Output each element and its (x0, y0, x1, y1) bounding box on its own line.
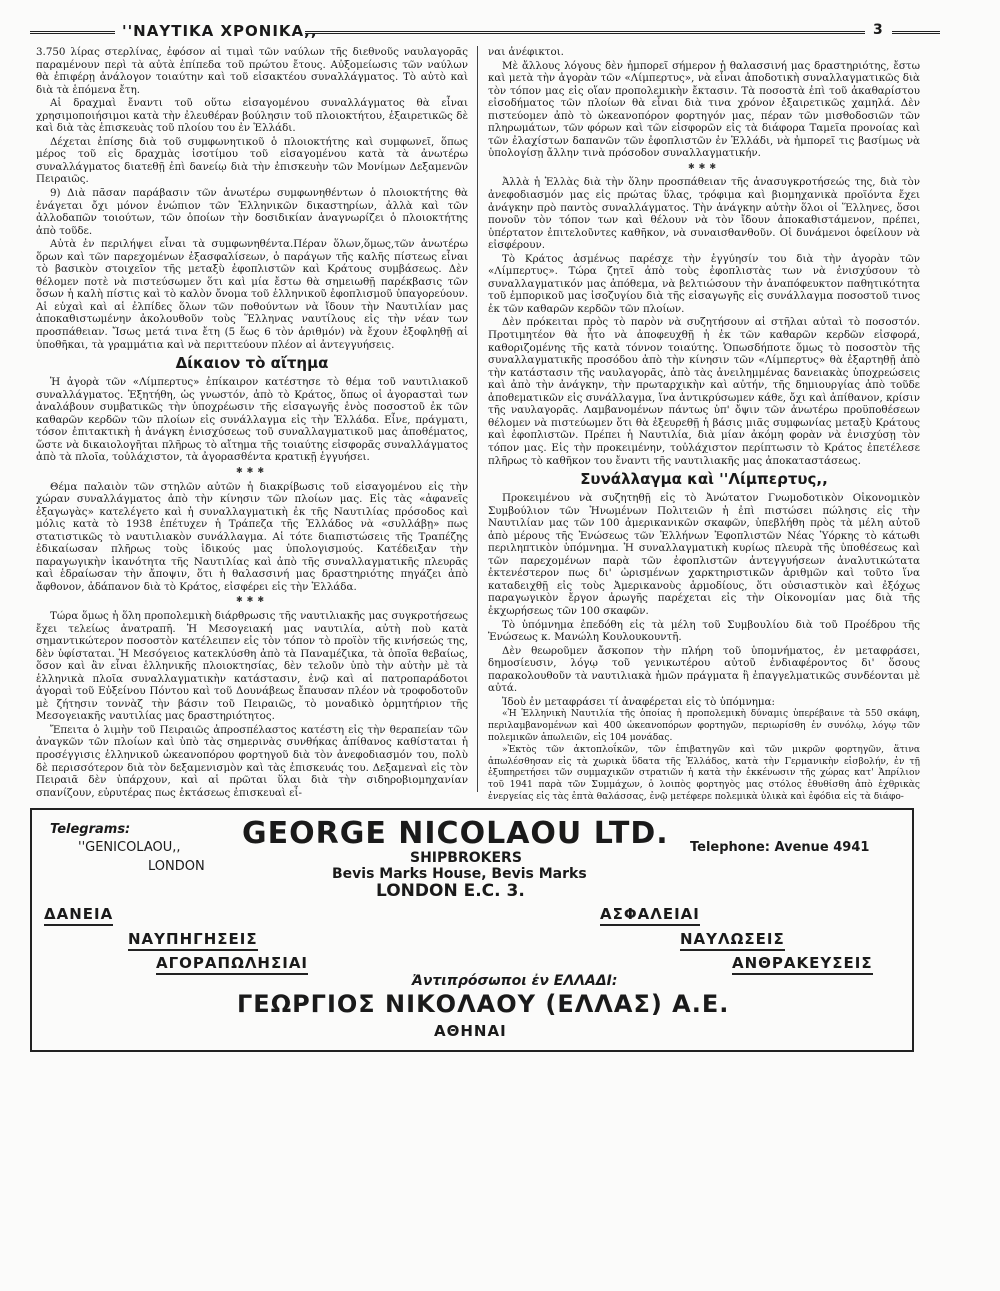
paragraph: Ἰδοὺ ἐν μεταφράσει τί ἀναφέρεται εἰς τὸ ὑπόμνημα: (502, 695, 776, 708)
service-chartering: ΝΑΥΛΩΣΕΙΣ (680, 930, 785, 951)
paragraph: Δὲν πρόκειται πρὸς τὸ παρὸν νὰ συζητήσουν αἱ στῆλαι αὐταὶ τὸ ποσοστόν. Προτιμητέον θὰ ἦτο νὰ ἀποφευχθῇ ἡ ἐκ τῶν καθαρῶν κερδῶν εἰσφορά, καθοριζομένης τῆς κατὰ τόννον τοιαύτης. Ὁπωσδήποτε ὅμως τὸ ποσοστὸν τῆς συναλλαγματικῆς προσόδου ἀπὸ τὴν κίνησιν τῶν «Λίμπερτυς» θὰ ἐξαρτηθῇ ἀπὸ τὴν κατάστασιν τῆς ναυλαγορᾶς, ἀπὸ τὰς ἀνειλημμένας δανειακὰς ὑποχρεώσεις καὶ ἀπὸ τὴν ἀνάγκην, τὴν πρωταρχικὴν καὶ αὐτήν, τῆς δημιουργίας ἀπὸ τοῦδε ἀποθεματικῶν εἰς συνάλλαγμα, ἵνα ἀντικρύσωμεν κάθε, ὄχι καὶ ἀπίθανον, κρίσιν τῆς ναυλαγορᾶς. Λαμβανομένων πάντως ὑπ' ὄψιν τῶν ἀνωτέρω προϋποθέσεων θέλομεν νὰ πιστεύωμεν ὅτι θὰ ἐξευρεθῇ ἡ βάσις μιᾶς συμφωνίας μεταξὺ Κράτους καὶ ἐφοπλιστῶν. Πρέπει ἡ Ναυτιλία, διὰ μίαν ἀκόμη φορὰν νὰ ἐνισχύσῃ τὸν τόπον μας. Εἰς τὴν προκειμένην, τοὐλάχιστον περίπτωσιν τὸ Κράτος ἐπετέλεσε πλῆρως τὸ καθῆκον του ἔναντι τῆς ναυτιλιακῆς μας ἀποκαταστάσεως. (488, 316, 920, 467)
representatives-label: Ἀντιπρόσωποι ἐν ΕΛΛΑΔΙ: (412, 973, 618, 989)
paragraph: Ἀλλὰ ἡ Ἑλλὰς διὰ τὴν ὅλην προσπάθειαν τῆς ἀνασυγκροτήσεώς της, διὰ τὸν ἀνεφοδιασμόν μας εἰς πρώτας ὕλας, τρόφιμα καὶ βιομηχανικὰ προϊόντα ἔχει ἀνάγκην πρὸ παντὸς συναλλάγματος. Τὴν ἀνάγκην αὐτὴν ὅλοι οἱ Ἕλληνες, ὅσοι πονοῦν τὸν τόπον των καὶ θέλουν νὰ τὸν ἴδουν ἀποκαθιστάμενον, πρέπει, ὑπέρτατον ἐπιτελοῦντες καθῆκον, νὰ συναισθανθοῦν. Οἱ δυνάμενοι ὀφείλουν νὰ εἰσφέρουν. (488, 176, 920, 252)
page-header (30, 22, 910, 44)
paragraph: Αἱ δραχμαὶ ἔναντι τοῦ οὕτω εἰσαγομένου συναλλάγματος θὰ εἶναι χρησιμοποιήσιμοι κατὰ τὴν ἐλευθέραν βούλησιν τοῦ πλοιοκτήτου, ἐξαιρετικῶς δὲ καὶ διὰ τὰς ἐπισκευὰς τοῦ πλοίου του ἐν Ἑλλάδι. (36, 97, 468, 135)
section-divider: ✱✱✱ (687, 161, 721, 171)
quoted-paragraph: «Ἡ Ἑλληνικὴ Ναυτιλία τῆς ὁποίας ἡ προπολεμικὴ δύναμις ὑπερέβαινε τὰ 550 σκάφη, περιλαμβανομένων καὶ 400 ὠκεανοπόρων φορτηγῶν, περιωρίσθη ἐν συνόλῳ, λόγῳ τῶν πολεμικῶν ἀπωλειῶν, εἰς 104 μονάδας. (488, 709, 920, 743)
section-divider: ✱✱✱ (235, 465, 269, 475)
journal-title: ''ΝΑΥΤΙΚΑ ΧΡΟΝΙΚΑ,, (122, 22, 318, 40)
paragraph: Προκειμένου νὰ συζητηθῇ εἰς τὸ Ἀνώτατον Γνωμοδοτικὸν Οἰκονομικὸν Συμβούλιον τῶν Ἡνωμένων Πολιτειῶν ἡ ἐπὶ πιστώσει πώλησις εἰς τὴν Ναυτιλίαν μας τῶν 100 ἀμερικανικῶν σκαφῶν, ὑπεβλήθη πρὸς τὰ μέλη αὐτοῦ ἀπὸ μέρους τῆς Ἑνώσεως τῶν Ἑλλήνων Ἐφοπλιστῶν Νέας Ὑόρκης τὸ κάτωθι περιληπτικὸν ὑπόμνημα. Ἡ συναλλαγματικὴ κυρίως πλευρὰ τῆς ὑποθέσεως καὶ τῶν παρεχομένων παρὰ τῶν ἐφοπλιστῶν ἀντεγγυήσεων ἀναλυτικώτατα ἐκτενέστερον πως δι' ὡρισμένων χαρκτηριστικῶν ἀριθμῶν καὶ τοῦτο ἵνα καταδειχθῇ εἰς τοὺς Ἀμερικανοὺς ἁρμοδίους, ὅτι οὐσιαστικὸν καὶ ἐξόχως παραγωγικὸν ἔργον ἀρωγῆς παρέχεται εἰς τὴν Οἰκονομίαν μας διὰ τῆς ἐκχωρήσεως τῶν 100 σκαφῶν. (488, 492, 920, 617)
service-bunkering: ΑΝΘΡΑΚΕΥΣΕΙΣ (732, 954, 873, 975)
paragraph: Θέμα παλαιὸν τῶν στηλῶν αὐτῶν ἡ διακρίβωσις τοῦ εἰσαγομένου εἰς τὴν χώραν συναλλάγματος ἀπὸ τὴν κίνησιν τῶν πλοίων μας. Εἰς τὰς «ἀφανεῖς ἐξαγωγὰς» κατελέγετο καὶ ἡ συναλλαγματικὴ ἐκ τῆς Ναυτιλίας πρόσοδος καὶ μόλις κατὰ τὸ 1938 ἐπέτυχεν ἡ Τράπεζα τῆς Ἑλλάδος νὰ «συλλάβῃ» πως στατιστικῶς τὸ ναυτιλιακὸν συνάλλαγμα. Αἱ τότε διαπιστώσεις τῆς Τραπέζης ἐδικαίωσαν πλῆρως τοὺς ἰδικούς μας ὑπολογισμούς. Κατέδειξαν τὴν παραγωγικὴν ἱκανότητα τῆς Ναυτιλίας καὶ ἀπὸ τῆς συναλλαγματικῆς πλευρᾶς καὶ ἑδραίωσαν τὴν ἄποψιν, ὅτι ἡ θαλασσινή μας δραστηριότης πηγάζει ἀπὸ ἄφθονον, ἀδάπανον διὰ τὸ Κράτος, εἰσφέρει εἰς τὴν Ἑλλάδα. (36, 480, 468, 593)
telegrams-label: Telegrams: (50, 822, 131, 837)
paragraph: Ἔπειτα ὁ λιμὴν τοῦ Πειραιῶς ἀπροσπέλαστος κατέστη εἰς τὴν θεραπείαν τῶν ἀναγκῶν τῶν πλοίων καὶ ὑπὸ τὰς σημερινὰς συνθήκας ἀπίθανος καθίσταται ἡ προσέγγισις ἑλληνικοῦ ὠκεανοπόρου φορτηγοῦ διὰ τὸν ἀνεφοδιασμόν του, πολὺ δὲ περισσότερον διὰ τὸν δεξαμενισμὸν καὶ τὰς ἐπισκευάς του. Δεξαμεναὶ εἰς τὸν Πειραιᾶ δὲν ὑπάρχουν, καὶ αἱ πρῶται ὕλαι διὰ τὴν σιδηροβιομηχανίαν σπανίζουν, εὐρυτέρας πως ἐκτάσεως ἐπισκευαὶ εἶ- (36, 723, 468, 799)
section-heading: Συνάλλαγμα καὶ ''Λίμπερτυς,, (580, 470, 828, 489)
greek-firm-city: ΑΘΗΝΑΙ (434, 1022, 507, 1040)
paragraph: Μὲ ἄλλους λόγους δὲν ἠμπορεῖ σήμερον ἡ θαλασσινή μας δραστηριότης, ἔστω καὶ μετὰ τὴν ἀγορὰν τῶν «Λίμπερτυς», νὰ εἶναι ἀποδοτικὴ συναλλαγματικῶς διὰ τὸν τόπον μας εἰς οἵαν προπολεμικὴν ἔκτασιν. Τὰ ποσοστὰ ἐπὶ τοῦ ἀκαθαρίστου εἰσοδήματος τῶν πλοίων θὰ εἶναι διὰ τινα χρόνον ἐξαιρετικῶς χαμηλά. Δὲν πιστεύομεν ἀπὸ τὸ ὠκεανοπόρον φορτηγόν μας, πέραν τῶν μισθοδοσιῶν τῶν πληρωμάτων, τῶν φόρων καὶ τῶν εἰσφορῶν εἰς τὰ διάφορα Ταμεῖα προνοίας καὶ τῶν ἐλαχίστων δαπανῶν τῶν ἐφοπλιστῶν ἐν Ἑλλάδι, νὰ ἠμπορεῖ τις βασίμως νὰ ὑπολογίσῃ ἄλλην τινὰ πρόσοδον συναλλαγματικήν. (488, 59, 920, 160)
paragraph: Δέχεται ἐπίσης διὰ τοῦ συμφωνητικοῦ ὁ πλοιοκτήτης καὶ συμφωνεῖ, ὅπως μέρος τοῦ εἰς δραχμὰς ἰσοτίμου τοῦ εἰσαγομένου κατὰ τὰ ἀνωτέρω συναλλάγματος διατεθῇ ἐπὶ δανείῳ διὰ τὴν ἐπισκευὴν τῶν Μονίμων Δεξαμενῶν Πειραιῶς. (36, 135, 468, 186)
paragraph: ναι ἀνέφικτοι. (488, 46, 564, 58)
paragraph: Αὐτὰ ἐν περιλήψει εἶναι τὰ συμφωνηθέντα.Πέραν ὅλων,ὅμως,τῶν ἀνωτέρω ὅρων καὶ τῶν παρεχομένων ἐξασφαλίσεων, ὁ παράγων τῆς καλῆς πίστεως εἶναι τὸ βασικὸν στοιχεῖον τῆς μεταξὺ ἐφοπλιστῶν καὶ Κράτους συμβάσεως. Δὲν θέλομεν ποτὲ νὰ πιστεύσωμεν ὅτι καὶ μία ἔστω θὰ σημειωθῇ παρέκβασις τῶν ὅσων ἡ καλὴ πίστις καὶ τὸ καλὸν ὄνομα τοῦ ἑλληνικοῦ ἐφοπλισμοῦ ὑπαγορεύουν. Αἱ εὐχαὶ καὶ αἱ ἐλπίδες ὅλων τῶν ποθούντων νὰ ἴδουν τὴν Ναυτιλίαν μας ἀποκαθιστωμένην ἀκολουθοῦν τοὺς Ἕλληνας ναυτίλους εἰς τὴν νέαν των προσπάθειαν. Ἴσως μετά τινα ἔτη (5 ἕως 6 τὸν ἀριθμόν) νὰ ἔχουν ἐξοφληθῇ αἱ ὑποθῆκαι, τὰ γραμμάτια καὶ νὰ περιττεύουν πλέον αἱ ἀντεγγυήσεις. (36, 238, 468, 351)
paragraph: 3.750 λίρας στερλίνας, ἐφόσον αἱ τιμαὶ τῶν ναύλων τῆς διεθνοῦς ναυλαγορᾶς παραμένουν περὶ τὰ αὐτὰ ἐπίπεδα τοῦ πρώτου ἔτους. Αὐξομείωσις τῶν ναύλων θὰ ἐπιφέρῃ ἀνάλογον τοιαύτην καὶ τοῦ εἰσακτέου συναλλάγματος. Τὸ αὐτὸ καὶ διὰ τὰ ἑπόμενα ἔτη. (36, 46, 468, 96)
paragraph: Ἡ ἀγορὰ τῶν «Λίμπερτυς» ἐπίκαιρον κατέστησε τὸ θέμα τοῦ ναυτιλιακοῦ συναλλάγματος. Ἐξητήθη, ὡς γνωστόν, ἀπὸ τὸ Κράτος, ὅπως οἱ ἀγορασταὶ των ἀναλάβουν συμβατικῶς τὴν ὑποχρέωσιν τῆς εἰσαγωγῆς ἑνὸς ποσοστοῦ ἐκ τῶν καθαρῶν κερδῶν τῶν πλοίων εἰς συνάλλαγμα εἰς τὴν Ἑλλάδα. Εἶνε, πράγματι, τόσον ἐπιτακτικὴ ἡ ἀνάγκη ἐνισχύσεως τοῦ συναλλαγματικοῦ μας ἀποθέματος, ὥστε νὰ δικαιολογῆται πλῆρως τὸ αἴτημα τῆς τοιαύτης εἰσφορᾶς συναλλάγματος ἀπὸ τὰ πλοῖα, τοὐλάχιστον, τὰ ἀγορασθέντα κρατικῇ ἐγγυήσει. (36, 376, 468, 464)
service-sale-purchase: ΑΓΟΡΑΠΩΛΗΣΙΑΙ (156, 954, 308, 975)
left-column (36, 46, 468, 799)
header-rule-middle (305, 31, 865, 34)
paragraph: Τὸ ὑπόμνημα ἐπεδόθη εἰς τὰ μέλη τοῦ Συμβουλίου διὰ τοῦ Προέδρου τῆς Ἑνώσεως κ. Μανώλη Κουλουκουντῆ. (488, 618, 920, 644)
service-insurance: ΑΣΦΑΛΕΙΑΙ (600, 905, 700, 926)
page-number: 3 (873, 22, 883, 38)
quoted-paragraph: »Ἐκτὸς τῶν ἀκτοπλοΐκῶν, τῶν ἐπιβατηγῶν καὶ τῶν μικρῶν φορτηγῶν, ἅτινα ἀπωλέσθησαν εἰς τὰ χωρικὰ ὕδατα τῆς Ἑλλάδος, κατὰ τὴν Γερμανικὴν εἰσβολήν, ἐν τῇ ἐξυπηρετήσει τῶν συμμαχικῶν στρατιῶν ἡ κατὰ τὴν ἐκκένωσιν τῆς χώρας κατ' Ἀπρίλιον τοῦ 1941 παρὰ τῶν Συμμάχων, ὁ λοιπὸς φορτηγὸς μας στόλος ἐθυθίσθη ἀπὸ ἐχθρικὰς ἐνεργείας εἰς τὰς ἑπτὰ θαλάσσας, ἐνῷ μετέφερε πολεμικὰ ὑλικὰ καὶ ἐφόδια εἰς τὰ διάφο- (488, 745, 920, 802)
header-rule-right (892, 31, 940, 34)
company-role: SHIPBROKERS (410, 850, 522, 866)
company-city: LONDON E.C. 3. (376, 881, 525, 901)
header-rule-left (30, 31, 115, 34)
paragraph: Τὸ Κράτος ἀσμένως παρέσχε τὴν ἐγγύησίν του διὰ τὴν ἀγορὰν τῶν «Λίμπερτυς». Τώρα ζητεῖ ἀπὸ τοὺς ἐφοπλιστὰς των νὰ ἐνισχύσουν τὸ συναλλαγματικόν μας ἀπόθεμα, νὰ βελτιώσουν τὴν ἀναπόφευκτον παθητικότητα τοῦ ἐμπορικοῦ μας ἰσοζυγίου διὰ τῆς εἰσαγωγῆς εἰς συνάλλαγμα ποσοστοῦ τινος ἐκ τῶν καθαρῶν κερδῶν τῶν πλοίων. (488, 252, 920, 315)
service-shipbuilding: ΝΑΥΠΗΓΗΣΕΙΣ (128, 930, 258, 951)
telegrams-address: ''GENICOLAOU,, (78, 840, 181, 855)
company-name: GEORGE NICOLAOU LTD. (242, 816, 669, 851)
telephone: Telephone: Avenue 4941 (690, 840, 870, 855)
service-loans: ΔΑΝΕΙΑ (44, 905, 113, 926)
column-rule (477, 46, 478, 792)
company-address: Bevis Marks House, Bevis Marks (332, 866, 587, 882)
section-heading: Δίκαιον τὸ αἴτημα (175, 354, 329, 373)
paragraph: Τώρα ὅμως ἡ ὅλη προπολεμικὴ διάρθρωσις τῆς ναυτιλιακῆς μας συγκροτήσεως ἔχει τελείως ἀνατραπῆ. Ἡ Μεσογειακή μας ναυτιλία, αὐτὴ ποὺ κατὰ σημαντικώτερον ποσοστὸν κατέλειπεν εἰς τὸν τόπον τὸ προϊὸν τῆς κινήσεώς της, δὲν ὑφίσταται. Ἡ Μεσόγειος κατεκλύσθη ἀπὸ τὰ Παναμέζικα, τὰ ὁποῖα θεβαίως, ὅσον καὶ ἂν εἶναι ἑλληνικῆς πλοιοκτησίας, δὲν τελοῦν ὑπὸ τὴν αὐτὴν μὲ τὰ ἑλληνικὰ πλοῖα συναλλαγματικὴν κατάστασιν, ἐνῷ καὶ αἱ πατροπαράδοτοι ἀγοραὶ τοῦ Εὐξείνου Πόντου καὶ τοῦ Δουνάβεως ἔπαυσαν πλέον νὰ τροφοδοτοῦν μὲ ζήτησιν τοννὰζ τὴν βάσιν τοῦ Πειραιῶς, τὸ μοναδικὸ ὁρμητήριον τῆς Μεσογειακῆς ναυτιλίας μας δραστηριότητος. (36, 609, 468, 723)
paragraph: 9) Διὰ πᾶσαν παράβασιν τῶν ἀνωτέρω συμφωνηθέντων ὁ πλοιοκτήτης θὰ ἐνάγεται ὄχι μόνον ἐνώπιον τῶν Ἑλληνικῶν δικαστηρίων, ἀλλὰ καὶ τῶν ἀλλοδαπῶν τοιούτων, τῶν ὁποίων τὴν δοσιδικίαν ἀναγνωρίζει ὁ πλοιοκτήτης ἀπὸ τοῦδε. (36, 187, 468, 237)
right-column (488, 46, 920, 802)
greek-firm-name: ΓΕΩΡΓΙΟΣ ΝΙΚΟΛΑΟΥ (ΕΛΛΑΣ) Α.Ε. (237, 990, 730, 1018)
section-divider: ✱✱✱ (235, 595, 269, 605)
paragraph: Δὲν θεωροῦμεν ἄσκοπον τὴν πλήρη τοῦ ὑπομνήματος, ἐν μεταφράσει, δημοσίευσιν, λόγῳ τοῦ γενικωτέρου αὐτοῦ ἐνδιαφέροντος δι' ὅσους παρακολουθοῦν τὰ ναυτιλιακὰ ἡμῶν πράγματα ἢ ἐπαγγελματικῶς συνδέονται μὲ αὐτά. (488, 644, 920, 695)
telegrams-city: LONDON (148, 859, 205, 874)
advertisement-box (30, 808, 914, 1052)
